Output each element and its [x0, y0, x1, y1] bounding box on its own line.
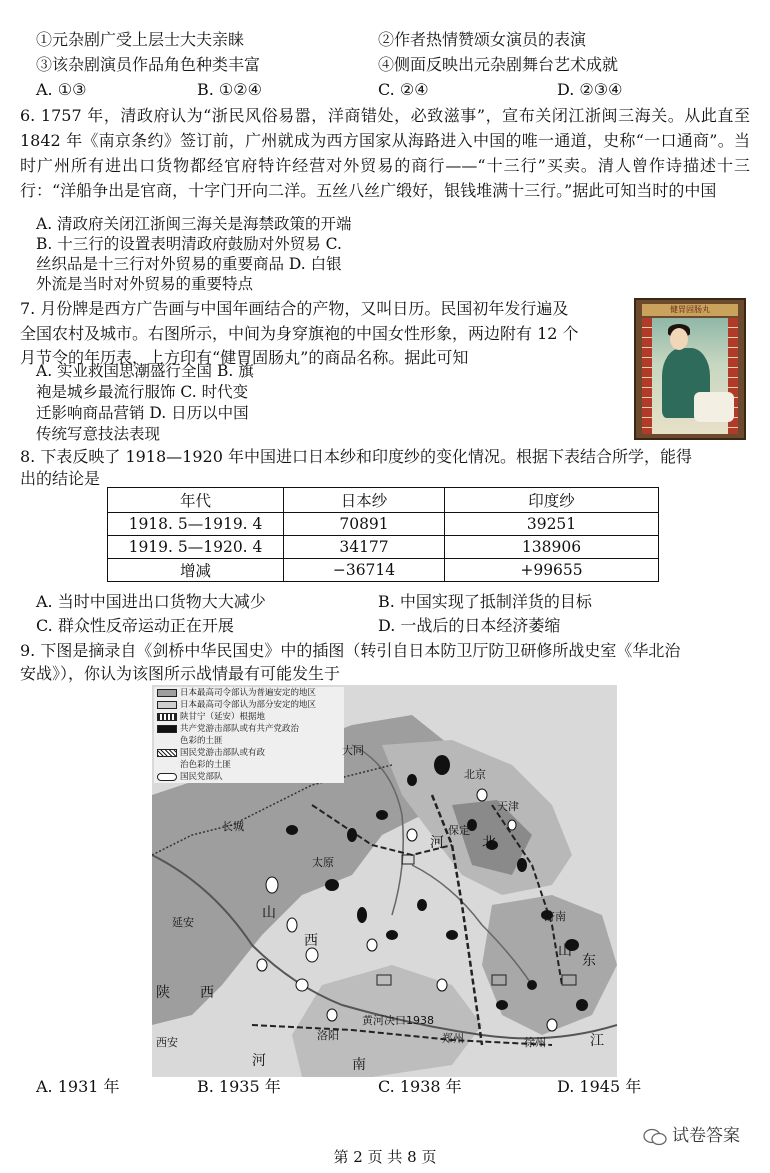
q6-option-line-3: 丝织品是十三行对外贸易的重要商品 D. 白银 — [36, 255, 342, 273]
table-header: 日本纱 — [284, 488, 445, 513]
north-china-war-map — [152, 685, 617, 1077]
legend-item: 国民党部队 — [154, 771, 344, 783]
q7-stem-line-1: 7. 月份牌是西方广告画与中国年画结合的产物，又叫日历。民国初年发行遍及 — [20, 299, 569, 318]
q9-option-a: A. 1931 年 — [36, 1077, 120, 1096]
table-cell: 34177 — [284, 536, 445, 559]
q9-stem-line-1: 9. 下图是摘录自《剑桥中华民国史》中的插图（转引自日本防卫厅防卫研修所战史室《华北治 — [20, 641, 681, 660]
table-header: 年代 — [108, 488, 284, 513]
table-cell: −36714 — [284, 559, 445, 582]
legend-item: 陕甘宁（延安）根据地 — [154, 711, 344, 723]
q9-option-d: D. 1945 年 — [557, 1077, 642, 1096]
legend-item: 日本最高司令部认为部分安定的地区 — [154, 699, 344, 711]
region-char: 西 — [200, 985, 214, 1001]
q6-option-line-1: A. 清政府关闭江浙闽三海关是海禁政策的开端 — [36, 215, 352, 233]
q6-option-line-2: B. 十三行的设置表明清政府鼓励对外贸易 C. — [36, 235, 342, 253]
wechat-icon — [643, 1128, 667, 1146]
q9-option-c: C. 1938 年 — [378, 1077, 462, 1096]
table-cell: 增减 — [108, 559, 284, 582]
q8-option-a: A. 当时中国进出口货物大大减少 — [36, 592, 266, 611]
table-row — [108, 513, 659, 536]
place-great-wall: 长城 — [222, 820, 244, 833]
q5-option-b: B. ①②④ — [197, 80, 262, 99]
q5-option-c: C. ②④ — [378, 80, 429, 99]
table-cell: +99655 — [445, 559, 659, 582]
legend-item: 共产党游击部队或有共产党政治 — [154, 723, 344, 735]
q5-statement-1: ①元杂剧广受上层士大夫亲睐 — [36, 30, 245, 49]
place-xuzhou: 徐州 — [524, 1036, 546, 1049]
q5-statement-2: ②作者热情赞颂女演员的表演 — [378, 30, 587, 49]
region-char: 山 — [558, 943, 572, 959]
q8-stem-line-2: 出的结论是 — [20, 469, 101, 488]
place-tianjin: 天津 — [497, 800, 519, 813]
legend-item: 国民党游击部队或有政 — [154, 747, 344, 759]
region-char: 河 — [252, 1053, 266, 1069]
region-char: 西 — [304, 933, 318, 949]
region-char: 南 — [352, 1057, 366, 1073]
place-yanan: 延安 — [172, 916, 194, 929]
watermark-text: 试卷答案 — [672, 1126, 740, 1146]
place-taiyuan: 太原 — [312, 856, 334, 869]
poster-title: 健胃固肠丸 — [670, 305, 710, 314]
region-char: 山 — [262, 905, 276, 921]
map-legend — [154, 687, 344, 783]
q8-stem-line-1: 8. 下表反映了 1918—1920 年中国进口日本纱和印度纱的变化情况。根据下表结合所学，能得 — [20, 447, 692, 466]
table-row — [108, 536, 659, 559]
place-datong: 大同 — [342, 744, 364, 757]
q7-stem-line-3: 月节令的年历表，上方印有“健胃固肠丸”的商品名称。据此可知 — [20, 348, 469, 367]
q7-option-line-1: A. 实业救国思潮盛行全国 B. 旗 — [36, 362, 254, 380]
q8-option-d: D. 一战后的日本经济萎缩 — [378, 616, 561, 635]
calendar-poster-image — [634, 298, 746, 440]
region-char: 东 — [582, 953, 596, 969]
q6-stem: 6. 1757 年，清政府认为“浙民风俗易嚣，洋商错处，必致滋事”，宣布关闭江浙闽三海关。从此直至 1842 年《南京条约》签订前，广州就成为西方国家从海路进入中国的唯一通道，史称“一口通商”。当时广州所有进出口货物都经官府特许经营对外贸易的商行——“十三行”买卖。清人曾作诗描述十三行：“洋船争出是官商，十字门开向二洋。五丝八丝广缎好，银钱堆满十三行。”据此可知当时的中国 — [20, 106, 750, 200]
q5-statement-3: ③该杂剧演员作品角色种类丰富 — [36, 55, 261, 74]
yarn-import-table — [107, 487, 659, 582]
q5-statement-4: ④侧面反映出元杂剧舞台艺术成就 — [378, 55, 619, 74]
legend-item: 治色彩的土匪 — [180, 760, 232, 770]
table-cell: 1918. 5—1919. 4 — [108, 513, 284, 536]
place-baoding: 保定 — [448, 824, 470, 837]
q7-option-line-3: 迁影响商品营销 D. 日历以中国 — [36, 404, 249, 422]
table-cell: 39251 — [445, 513, 659, 536]
q9-stem-line-2: 安战》），你认为该图所示战情最有可能发生于 — [20, 664, 341, 683]
place-xian: 西安 — [156, 1036, 178, 1049]
page-footer: 第 2 页 共 8 页 — [333, 1148, 437, 1166]
place-zhengzhou: 郑州 — [442, 1032, 464, 1045]
place-beijing: 北京 — [464, 768, 486, 781]
table-header: 印度纱 — [445, 488, 659, 513]
table-cell: 138906 — [445, 536, 659, 559]
table-cell: 70891 — [284, 513, 445, 536]
place-jinan: 济南 — [544, 910, 566, 923]
q7-stem-line-2: 全国农村及城市。右图所示，中间为身穿旗袍的中国女性形象，两边附有 12 个 — [20, 324, 579, 343]
region-char: 江 — [590, 1033, 604, 1049]
place-yellow-river: 黄河决口1938 — [362, 1014, 434, 1027]
q6-option-line-4: 外流是当时对外贸易的重要特点 — [36, 275, 254, 293]
legend-item: 色彩的土匪 — [180, 736, 223, 746]
q7-option-line-4: 传统写意技法表现 — [36, 425, 161, 443]
table-header-row — [108, 488, 659, 513]
table-cell: 1919. 5—1920. 4 — [108, 536, 284, 559]
region-char: 北 — [482, 835, 496, 851]
q7-option-line-2: 袍是城乡最流行服饰 C. 时代变 — [36, 383, 249, 401]
q5-option-a: A. ①③ — [36, 80, 87, 99]
place-luoyang: 洛阳 — [317, 1029, 339, 1042]
region-char: 河 — [430, 835, 444, 851]
region-char: 陕 — [156, 985, 170, 1001]
table-row — [108, 559, 659, 582]
q9-option-b: B. 1935 年 — [197, 1077, 281, 1096]
legend-item: 日本最高司令部认为普遍安定的地区 — [154, 687, 344, 699]
q8-option-b: B. 中国实现了抵制洋货的目标 — [378, 592, 592, 611]
q8-option-c: C. 群众性反帝运动正在开展 — [36, 616, 234, 635]
q5-option-d: D. ②③④ — [557, 80, 623, 99]
